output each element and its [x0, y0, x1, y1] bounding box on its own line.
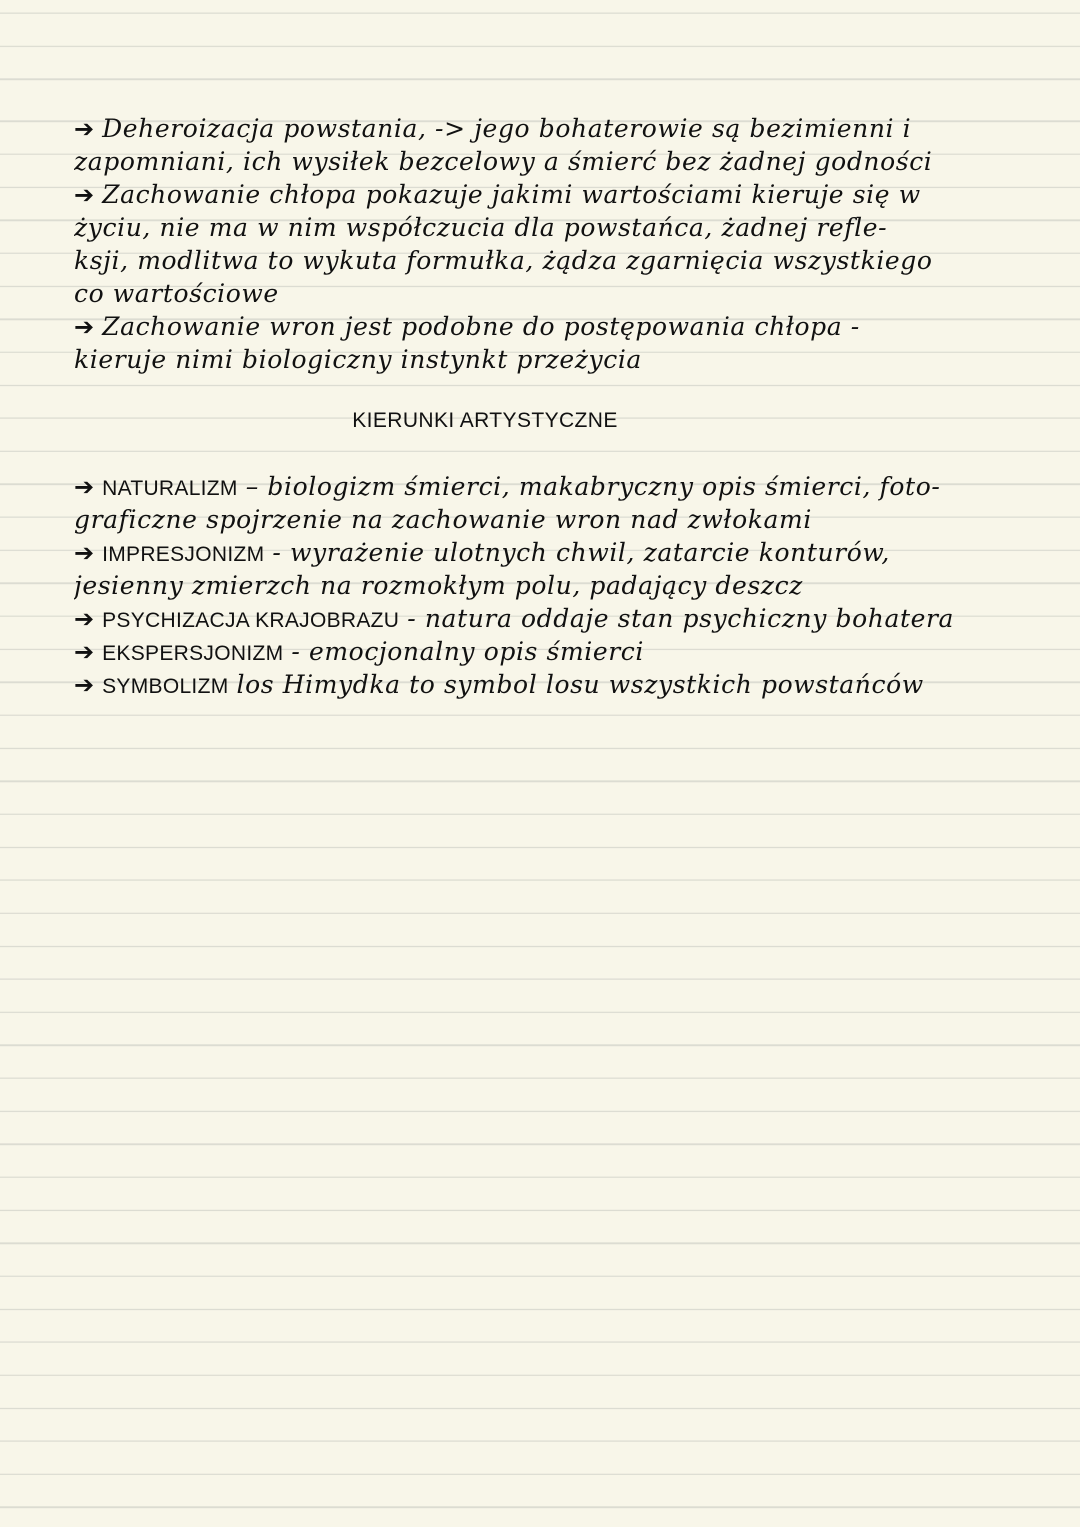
- direction-text: - emocjonalny opis śmierci: [291, 637, 644, 666]
- line-text: kieruje nimi biologiczny instynkt przeżycia: [74, 345, 642, 374]
- line-text: co wartościowe: [74, 279, 279, 308]
- direction-term: NATURALIZM: [102, 477, 238, 500]
- direction-line: [74, 470, 1064, 503]
- line-text: życiu, nie ma w nim współczucia dla powstańca, żadnej refle-: [74, 213, 888, 242]
- arrow-icon: ➔: [74, 605, 93, 633]
- arrow-icon: ➔: [74, 473, 93, 501]
- paragraph-line: [74, 211, 1064, 244]
- direction-line: [74, 635, 1064, 668]
- line-text: Zachowanie chłopa pokazuje jakimi wartościami kieruje się w: [102, 180, 921, 209]
- line-text: ksji, modlitwa to wykuta formułka, żądza zgarnięcia wszystkiego: [74, 246, 933, 275]
- direction-term: EKSPERSJONIZM: [102, 642, 284, 665]
- paragraph-line: [74, 178, 1064, 211]
- arrow-icon: ➔: [74, 638, 93, 666]
- paragraph-line: [74, 244, 1064, 277]
- line-text: Zachowanie wron jest podobne do postępowania chłopa -: [102, 312, 860, 341]
- arrow-icon: ➔: [74, 539, 93, 567]
- arrow-icon: ➔: [74, 671, 93, 699]
- direction-text: – biologizm śmierci, makabryczny opis śmierci, foto-: [245, 472, 941, 501]
- direction-line: [74, 569, 1064, 602]
- section-heading: KIERUNKI ARTYSTYCZNE: [352, 409, 618, 432]
- direction-line: [74, 602, 1064, 635]
- arrow-icon: ➔: [74, 115, 93, 143]
- direction-text: jesienny zmierzch na rozmokłym polu, padający deszcz: [74, 571, 803, 600]
- direction-text: - natura oddaje stan psychiczny bohatera: [407, 604, 955, 633]
- direction-text: - wyrażenie ulotnych chwil, zatarcie konturów,: [272, 538, 890, 567]
- paragraph-line: [74, 277, 1064, 310]
- direction-term: SYMBOLIZM: [102, 675, 229, 698]
- direction-line: [74, 668, 1064, 701]
- line-text: Deheroizacja powstania, -> jego bohaterowie są bezimienni i: [102, 114, 912, 143]
- paragraph-line: [74, 343, 1064, 376]
- direction-text: los Himydka to symbol losu wszystkich powstańców: [236, 670, 924, 699]
- direction-term: IMPRESJONIZM: [102, 543, 265, 566]
- arrow-icon: ➔: [74, 313, 93, 341]
- direction-line: [74, 536, 1064, 569]
- paragraph-line: [74, 310, 1064, 343]
- paragraph-line: [74, 112, 1064, 145]
- direction-term: PSYCHIZACJA KRAJOBRAZU: [102, 609, 400, 632]
- line-text: zapomniani, ich wysiłek bezcelowy a śmierć bez żadnej godności: [74, 147, 933, 176]
- direction-text: graficzne spojrzenie na zachowanie wron nad zwłokami: [74, 505, 812, 534]
- arrow-icon: ➔: [74, 181, 93, 209]
- direction-line: [74, 503, 1064, 536]
- paragraph-line: [74, 145, 1064, 178]
